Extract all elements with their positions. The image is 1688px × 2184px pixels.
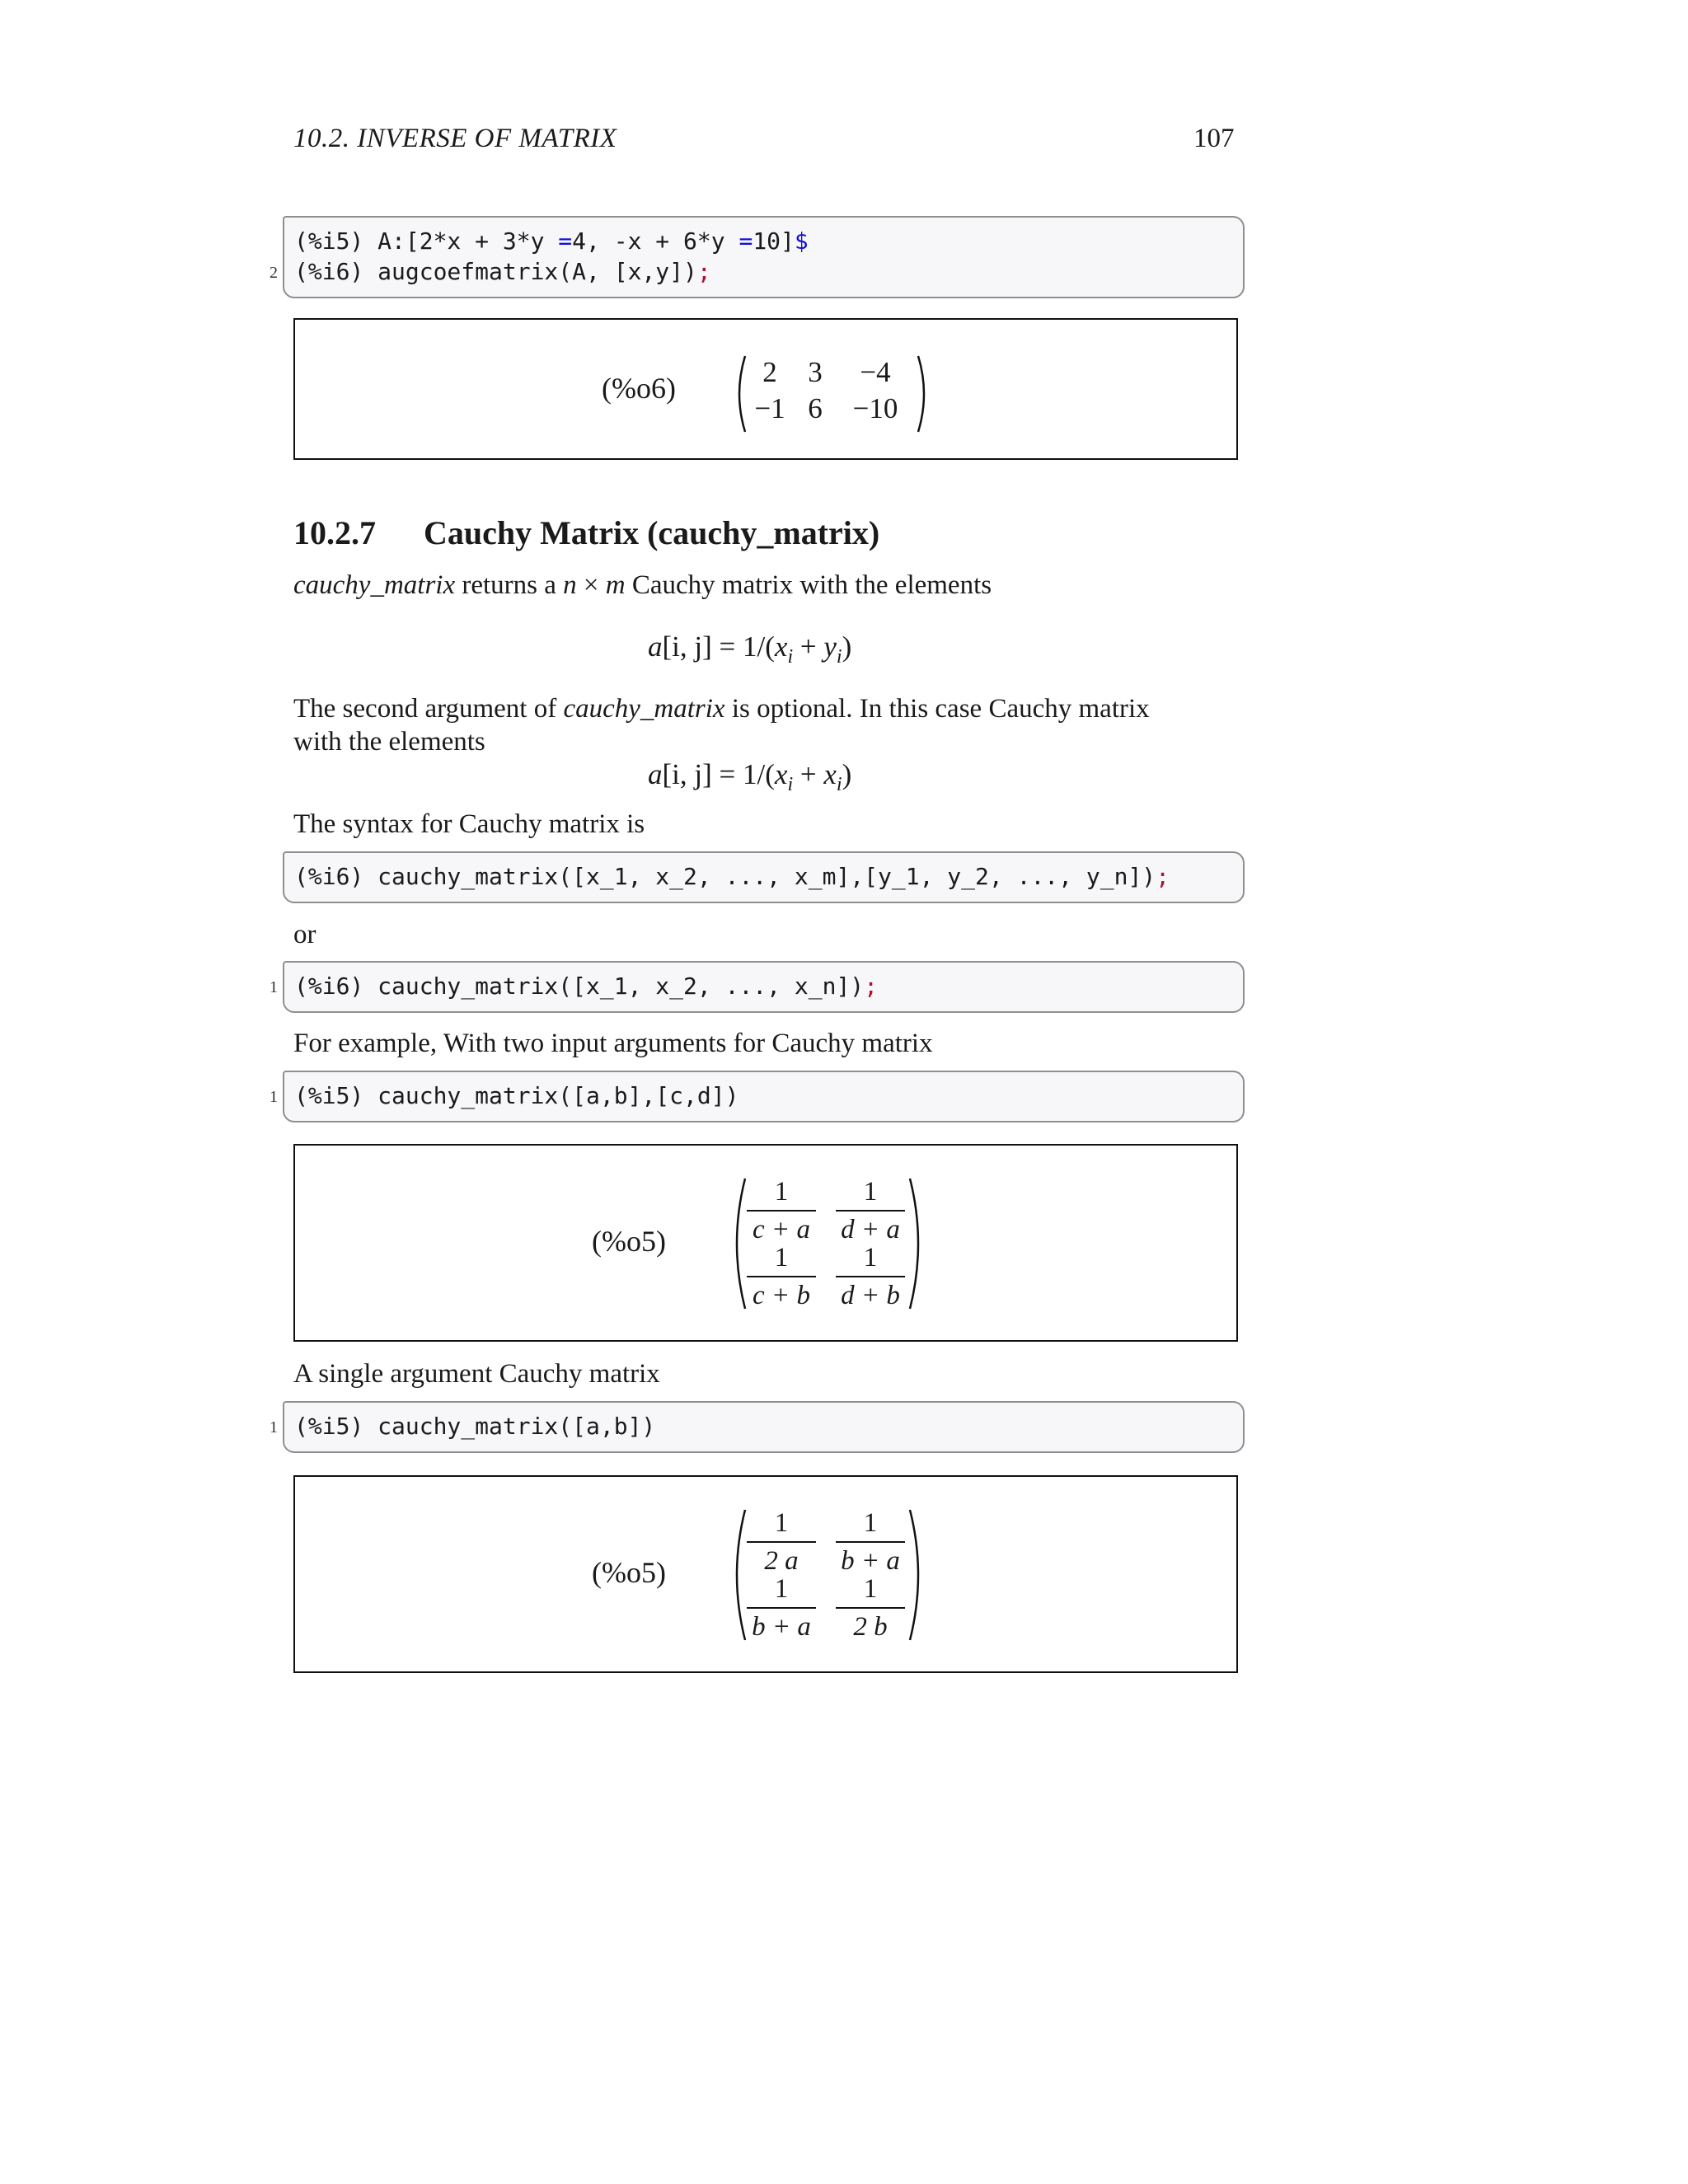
- fraction: [747, 1241, 816, 1312]
- code-text: (%i6) augcoefmatrix(A, [x,y]): [294, 258, 697, 285]
- fraction: [836, 1241, 905, 1312]
- right-paren: [907, 1507, 926, 1643]
- equation-xy: [648, 630, 851, 668]
- text: is optional. In this case Cauchy matrix: [724, 694, 1150, 724]
- term: cauchy_matrix: [293, 570, 456, 600]
- numerator: 1: [774, 1508, 789, 1538]
- fraction-bar: [747, 1607, 816, 1609]
- matrix-cell: 6: [808, 392, 823, 424]
- math-text: = 1/(: [711, 758, 775, 790]
- numerator: 1: [863, 1508, 878, 1538]
- code-terminator: $: [794, 227, 809, 255]
- code-line: [294, 226, 1243, 256]
- numerator: 1: [863, 1243, 878, 1272]
- math-var: m: [605, 570, 626, 600]
- numerator: 1: [774, 1177, 789, 1207]
- matrix-cell: 2: [762, 356, 777, 388]
- line-number: 2: [270, 264, 278, 282]
- denominator: 2 b: [853, 1612, 888, 1642]
- matrix-cell: −10: [852, 392, 898, 424]
- line-number: 1: [270, 1088, 278, 1106]
- denominator: c + a: [753, 1215, 810, 1244]
- paragraph-single-arg: A single argument Cauchy matrix: [293, 1359, 660, 1389]
- math-var: a: [648, 758, 663, 790]
- code-block-example-two-args[interactable]: [270, 1071, 1245, 1122]
- denominator: b + a: [752, 1612, 811, 1642]
- code-text: (%i5) cauchy_matrix([a,b]): [294, 1413, 656, 1440]
- denominator: b + a: [841, 1546, 900, 1576]
- denominator: d + b: [841, 1281, 900, 1310]
- fraction-bar: [747, 1541, 816, 1543]
- code-line: [270, 1080, 1243, 1111]
- paragraph-optional: [293, 692, 1150, 725]
- page-number: 107: [1193, 124, 1235, 153]
- fraction: [747, 1507, 816, 1577]
- math-sub: i: [836, 646, 842, 668]
- line-number: 1: [270, 1418, 278, 1436]
- section-number: 10.2.7: [293, 514, 376, 551]
- section-title: Cauchy Matrix (cauchy_matrix): [424, 514, 880, 551]
- math-sub: i: [836, 774, 842, 795]
- code-line: [270, 971, 1243, 1001]
- math-var: a: [648, 630, 663, 663]
- code-text: 10]: [753, 227, 795, 255]
- fraction: [747, 1572, 816, 1643]
- matrix-cell: 3: [808, 356, 823, 388]
- matrix-2x2-fractions: [729, 1507, 926, 1643]
- matrix-2x3: [732, 353, 930, 435]
- code-text: (%i5) cauchy_matrix([a,b],[c,d]): [294, 1082, 739, 1109]
- code-block-example-one-arg[interactable]: [270, 1401, 1245, 1453]
- left-paren: [729, 1507, 748, 1643]
- output-label: (%o5): [592, 1225, 666, 1258]
- math-sub: i: [787, 646, 794, 668]
- paragraph-optional-cont: with the elements: [293, 727, 485, 757]
- matrix-cell: −4: [860, 356, 891, 388]
- fraction-bar: [836, 1276, 905, 1277]
- text: Cauchy matrix with the elements: [625, 570, 992, 600]
- math-var: x: [774, 630, 788, 663]
- fraction: [747, 1175, 816, 1246]
- output-label: (%o5): [592, 1556, 666, 1589]
- code-operator: =: [738, 227, 753, 255]
- code-text: 4, -x + 6*y: [572, 227, 739, 255]
- math-text: = 1/(: [711, 630, 775, 663]
- fraction-bar: [747, 1276, 816, 1277]
- code-block-augcoefmatrix[interactable]: [270, 216, 1245, 298]
- matrix-cell: −1: [754, 392, 785, 424]
- numerator: 1: [863, 1574, 878, 1604]
- math-var: x: [823, 758, 837, 790]
- running-header: 10.2. INVERSE OF MATRIX: [293, 124, 617, 153]
- fraction: [836, 1572, 905, 1643]
- fraction-bar: [836, 1607, 905, 1609]
- output-box-o6: [293, 318, 1238, 460]
- code-line: [270, 1411, 1243, 1441]
- code-line: [294, 861, 1243, 892]
- output-box-o5-two-args: [293, 1144, 1238, 1342]
- code-terminator: ;: [864, 972, 879, 1000]
- code-line: [270, 256, 1243, 287]
- right-paren: [915, 353, 931, 435]
- matrix-2x2-fractions: [729, 1175, 926, 1312]
- paragraph-syntax: The syntax for Cauchy matrix is: [293, 809, 645, 839]
- code-text: (%i5) A:[2*x + 3*y: [294, 227, 559, 255]
- code-text: (%i6) cauchy_matrix([x_1, x_2, ..., x_n]): [294, 972, 865, 1000]
- line-number: 1: [270, 978, 278, 996]
- numerator: 1: [774, 1243, 789, 1272]
- term: cauchy_matrix: [563, 694, 725, 724]
- math-text: [i, j]: [662, 758, 712, 790]
- denominator: c + b: [753, 1281, 810, 1310]
- fraction: [836, 1507, 905, 1577]
- section-heading: [293, 513, 879, 552]
- code-terminator: ;: [1156, 863, 1170, 890]
- paragraph-example: For example, With two input arguments for Cauchy matrix: [293, 1029, 933, 1058]
- output-label: (%o6): [602, 372, 676, 405]
- text: The second argument of: [293, 694, 564, 724]
- left-paren: [729, 1175, 748, 1312]
- code-terminator: ;: [696, 258, 711, 285]
- math-var: x: [774, 758, 788, 790]
- numerator: 1: [774, 1574, 789, 1604]
- fraction-bar: [836, 1541, 905, 1543]
- text: ×: [576, 570, 606, 600]
- text: returns a: [455, 570, 564, 600]
- math-var: n: [563, 570, 577, 600]
- math-text: [i, j]: [662, 630, 712, 663]
- math-text: +: [793, 758, 824, 790]
- equation-xx: [648, 758, 851, 796]
- code-operator: =: [558, 227, 573, 255]
- numerator: 1: [863, 1177, 878, 1207]
- denominator: d + a: [841, 1215, 900, 1244]
- output-box-o5-one-arg: [293, 1475, 1238, 1673]
- math-text: ): [842, 758, 852, 790]
- code-block-syntax-one-arg[interactable]: [270, 961, 1245, 1013]
- denominator: 2 a: [764, 1546, 799, 1576]
- fraction-bar: [747, 1210, 816, 1212]
- paragraph-intro: [293, 569, 992, 602]
- fraction: [836, 1175, 905, 1246]
- math-sub: i: [787, 774, 794, 795]
- code-text: (%i6) cauchy_matrix([x_1, x_2, ..., x_m],[y_1, y_2, ..., y_n]): [294, 863, 1156, 890]
- text-or: or: [293, 920, 316, 949]
- math-text: ): [842, 630, 852, 663]
- right-paren: [907, 1175, 926, 1312]
- fraction-bar: [836, 1210, 905, 1212]
- code-block-syntax-two-args[interactable]: [283, 851, 1245, 903]
- math-text: +: [793, 630, 824, 663]
- math-var: y: [823, 630, 837, 663]
